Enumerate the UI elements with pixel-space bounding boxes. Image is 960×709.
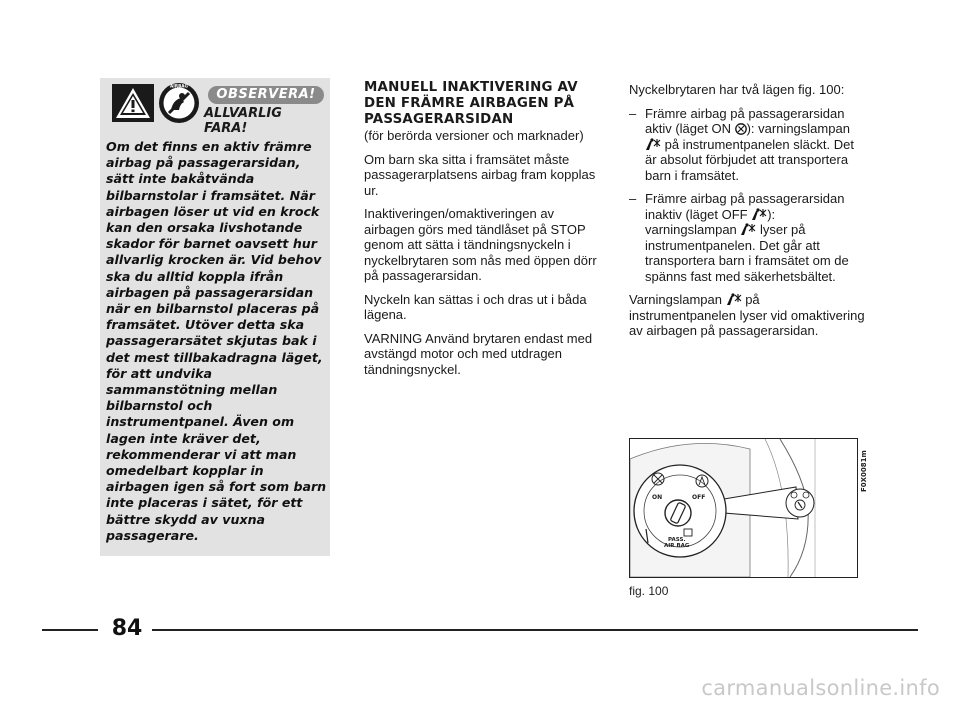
item1-mid: ): varningslampan: [746, 121, 850, 136]
list-item-on: [629, 106, 869, 184]
item2-mid: ): varningslampan: [645, 206, 776, 237]
paragraph-1: Om barn ska sitta i framsätet måste passagerarplatsens airbag fram kopplas ur.: [364, 151, 596, 198]
key-switch-illustration: [630, 439, 857, 577]
paragraph-3: Nyckeln kan sättas i och dras ut i båda lägena.: [364, 291, 587, 322]
airbag-warning-lamp-icon: [740, 223, 756, 236]
closing-suffix: på instrumentpanelen lyser vid omaktivering av airbagen på passagerarsidan.: [629, 292, 865, 338]
figure-caption: fig. 100: [629, 584, 669, 598]
switch-label-pass: PASS.: [668, 537, 686, 543]
item2-prefix: Främre airbag på passagerarsidan inaktiv (läget OFF: [645, 191, 845, 222]
item1-prefix: Främre airbag på passagerarsidan aktiv (läget ON: [645, 105, 845, 136]
warning-text: Om det finns en aktiv främre airbag på passagerarsidan, sätt inte bakåtvända bilbarnstolar i framsätet. När airbagen löser ut vid en krock kan den orsaka livshotande skador för barnet oavsett hur allvarlig krocken är. Vid behov ska du alltid koppla ifrån airbagen på passagerarsidan när en bilbarnstol placeras på framsätet. Utöver detta ska passagerarsätet skjutas bak i det mest tillbakadragna läget, för att undvika sammanstötning mellan bilbarnstol och instrumentpanel. Även om lagen inte kräver det, rekommenderar vi att man omedelbart kopplar in airbagen igen så fort som barn inte placeras i sätet, för ett bättre skydd av vuxna passagerare.: [106, 139, 327, 543]
footer-rule-left: [42, 629, 98, 631]
item2-suffix: lyser på instrumentpanelen. Det går att transportera barn i framsätet om de spänns fast med säkerhetsbältet.: [645, 222, 849, 284]
list-dash: –: [629, 105, 637, 121]
switch-label-off: OFF: [692, 494, 706, 501]
airbag-on-icon: [735, 123, 747, 135]
airbag-off-icon: [751, 208, 767, 221]
watermark: carmanualsonline.info: [701, 676, 940, 700]
list-dash: –: [629, 191, 637, 206]
airbag-child-seat-prohibited-icon: [158, 82, 200, 124]
observera-badge: OBSERVERA!: [208, 86, 324, 104]
page-number: 84: [111, 616, 143, 641]
list-item-off: [629, 191, 869, 284]
paragraph-4: VARNING Använd brytaren endast med avstängd motor och med utdragen tändningsnyckel.: [364, 330, 593, 377]
closing-paragraph: [629, 292, 869, 339]
figure-100: [629, 438, 858, 578]
section-heading: MANUELL INAKTIVERING AV DEN FRÄMRE AIRBAGEN PÅ PASSAGERARSIDAN: [364, 80, 578, 127]
right-column: [629, 82, 869, 347]
right-intro: Nyckelbrytaren har två lägen fig. 100:: [629, 82, 845, 97]
warning-triangle-icon: [112, 84, 154, 122]
switch-label-airbag: AIR BAG: [664, 543, 690, 549]
footer-rule-right: [152, 629, 918, 631]
switch-label-on: ON: [652, 494, 663, 501]
figure-code: F0X0081m: [860, 450, 868, 492]
section-subtitle: (för berörda versioner och marknader): [364, 128, 584, 143]
warning-title: ALLVARLIG FARA!: [204, 106, 282, 136]
airbag-warning-lamp-icon: [726, 293, 742, 306]
airbag-icon-label: AIRBAG: [170, 83, 188, 89]
warning-box: [100, 78, 330, 556]
item1-suffix: på instrumentpanelen släckt. Det är absolut förbjudet att transportera barn i framsätet.: [645, 136, 854, 183]
middle-column: [364, 80, 600, 385]
paragraph-2: Inaktiveringen/omaktiveringen av airbagen görs med tändlåset på STOP genom att sätta i tändningsnyckeln i nyckelbrytaren som nås med öppen dörr på passagerarsidan.: [364, 206, 597, 283]
closing-prefix: Varningslampan: [629, 292, 726, 307]
airbag-warning-lamp-icon: [645, 138, 661, 151]
